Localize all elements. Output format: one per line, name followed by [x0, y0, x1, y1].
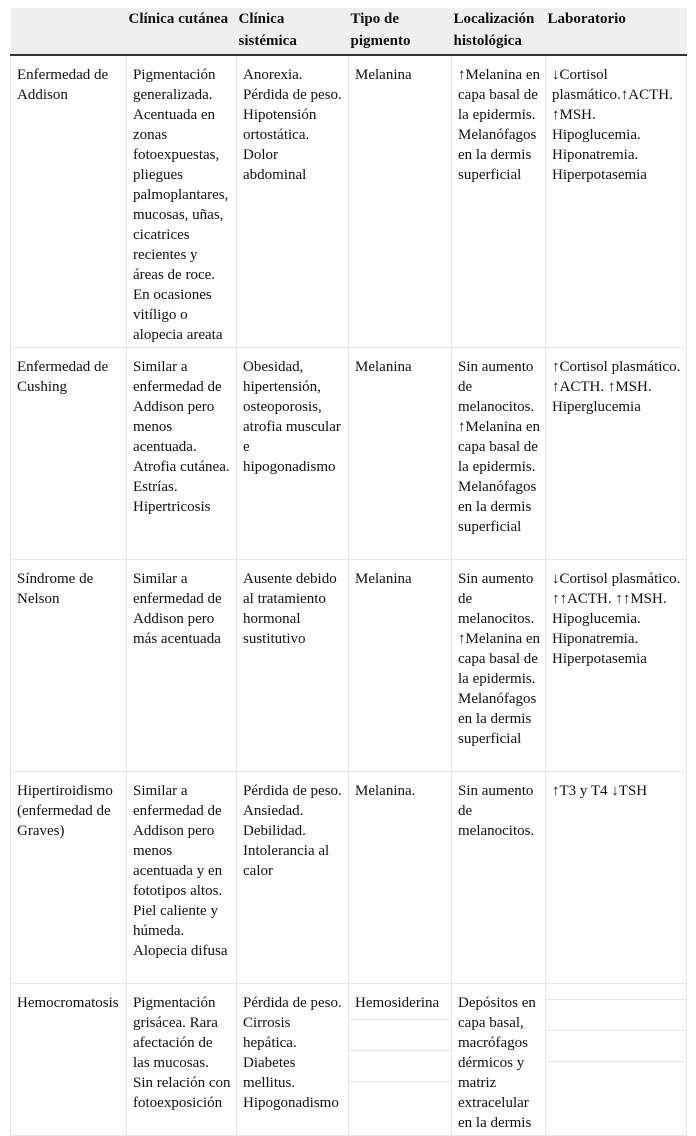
table-header	[11, 8, 687, 55]
cell-condition: Hemocromatosis	[11, 984, 127, 1136]
cell-systemic: Pérdida de peso. Cirrosis hepática. Diabetes mellitus. Hipogonadismo	[237, 984, 349, 1136]
cell-pigment: Melanina	[349, 55, 452, 348]
cell-laboratory: ↓Cortisol plasmático. ↑↑ACTH. ↑↑MSH. Hipoglucemia. Hiponatremia. Hiperpotasemia	[546, 560, 687, 772]
header-condition	[11, 8, 127, 55]
cell-pigment	[349, 984, 452, 1136]
cell-condition: Hipertiroidismo (enfermedad de Graves)	[11, 772, 127, 984]
empty-subcell	[349, 1050, 451, 1081]
empty-subcell	[546, 1061, 686, 1092]
cell-laboratory: ↑T3 y T4 ↓TSH	[546, 772, 687, 984]
cell-cutaneous: Pigmentación generalizada. Acentuada en zonas fotoexpuestas, pliegues palmoplantares, mucosas, uñas, cicatrices recientes y áreas de roce. En ocasiones vitíligo o alopecia areata	[127, 55, 237, 348]
table-row	[11, 560, 687, 772]
cell-laboratory: ↑Cortisol plasmático. ↑ACTH. ↑MSH. Hiperglucemia	[546, 348, 687, 560]
cell-laboratory	[546, 984, 687, 1136]
endocrine-pigmentation-table	[10, 8, 687, 1136]
cell-cutaneous: Similar a enfermedad de Addison pero menos acentuada. Atrofia cutánea. Estrías. Hipertricosis	[127, 348, 237, 560]
table-row	[11, 55, 687, 348]
cell-histology: Depósitos en capa basal, macrófagos dérmicos y matriz extracelular en la dermis	[452, 984, 546, 1136]
cell-condition: Enfermedad de Addison	[11, 55, 127, 348]
cell-systemic: Anorexia. Pérdida de peso. Hipotensión ortostática. Dolor abdominal	[237, 55, 349, 348]
cell-pigment: Melanina.	[349, 772, 452, 984]
header-laboratory: Laboratorio	[546, 8, 687, 55]
cell-systemic: Ausente debido al tratamiento hormonal sustitutivo	[237, 560, 349, 772]
empty-subcell	[349, 1019, 451, 1050]
cell-histology: ↑Melanina en capa basal de la epidermis. Melanófagos en la dermis superficial	[452, 55, 546, 348]
table-row	[11, 984, 687, 1136]
empty-subcell	[349, 1081, 451, 1112]
cell-cutaneous: Similar a enfermedad de Addison pero menos acentuada y en fototipos altos. Piel caliente y húmeda. Alopecia difusa	[127, 772, 237, 984]
cell-systemic: Pérdida de peso. Ansiedad. Debilidad. Intolerancia al calor	[237, 772, 349, 984]
header-cutaneous: Clínica cutánea	[127, 8, 237, 55]
cell-pigment: Melanina	[349, 348, 452, 560]
header-pigment: Tipo de pigmento	[349, 8, 452, 55]
cell-cutaneous: Pigmentación grisácea. Rara afectación de las mucosas. Sin relación con fotoexposición	[127, 984, 237, 1136]
cell-histology: Sin aumento de melanocitos.	[452, 772, 546, 984]
empty-subcell	[546, 1030, 686, 1061]
cell-condition: Síndrome de Nelson	[11, 560, 127, 772]
cell-laboratory: ↓Cortisol plasmático.↑ACTH. ↑MSH. Hipoglucemia. Hiponatremia. Hiperpotasemia	[546, 55, 687, 348]
table-row	[11, 772, 687, 984]
cell-condition: Enfermedad de Cushing	[11, 348, 127, 560]
cell-cutaneous: Similar a enfermedad de Addison pero más acentuada	[127, 560, 237, 772]
cell-systemic: Obesidad, hipertensión, osteoporosis, atrofia muscular e hipogonadismo	[237, 348, 349, 560]
header-systemic: Clínica sistémica	[237, 8, 349, 55]
table-row	[11, 348, 687, 560]
cell-histology: Sin aumento de melanocitos. ↑Melanina en capa basal de la epidermis. Melanófagos en la dermis superficial	[452, 560, 546, 772]
table-container	[10, 8, 686, 1136]
empty-subcell	[546, 999, 686, 1030]
header-histology: Localización histológica	[452, 8, 546, 55]
cell-pigment: Melanina	[349, 560, 452, 772]
cell-pigment-text: Hemosiderina	[355, 995, 440, 1011]
cell-histology: Sin aumento de melanocitos. ↑Melanina en capa basal de la epidermis. Melanófagos en la dermis superficial	[452, 348, 546, 560]
